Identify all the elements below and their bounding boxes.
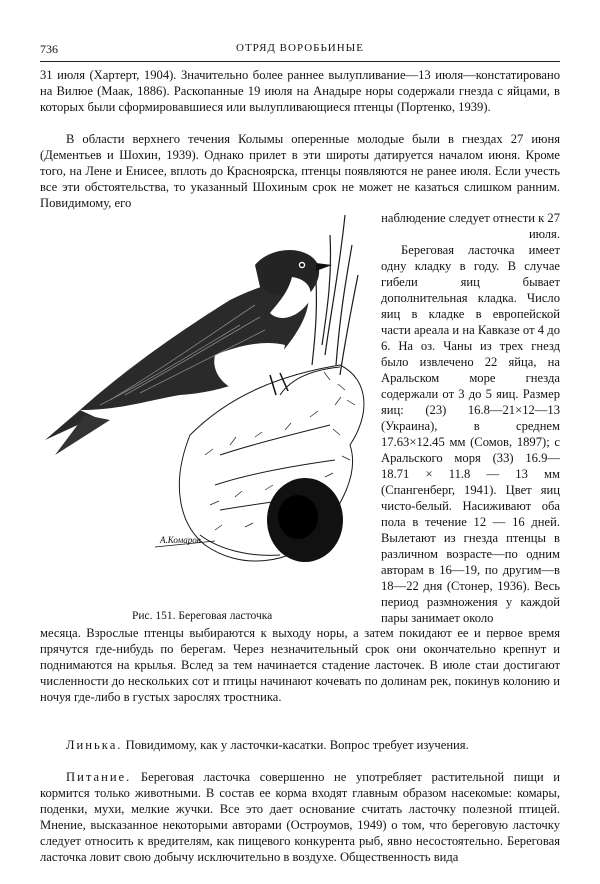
paragraph-kolyma-text: В области верхнего течения Колымы оперенные молодые были в гнездах 27 июня (Дементьев и Шохин, 1939). Однако прилет в эти широты датируется началом июня. Кроме того, на Лене и Енисее, вплоть до Красноярска, птенцы появляются не ранее июля. Если учесть все эти обстоятельства, то указанный Шохиным срок не может не казаться слишком ранним. Повидимому, его: [40, 132, 560, 210]
paragraph-kolyma-tail: наблюдение следует отнести к 27 июля.: [381, 211, 560, 241]
paragraph-kolyma: [40, 131, 560, 211]
bird-illustration: [40, 205, 375, 605]
paragraph-clutch-text: Береговая ласточка имеет одну кладку в году. В случае гибели яиц бывает дополнительная кладка. Число яиц в кладке в европейской части ареала и на Кавказе от 4 до 6. На оз. Чаны из трех гнезд было извлечено 22 яйца, на Аральском море гнезда содержали от 3 до 5 яиц. Размер яиц: (23) 16.8—21×12—13 (Украина), в среднем 17.63×12.45 мм (Сомов, 1897); с Аральского моря (33) 16.9—18.71 × 11.8 — 13 мм (Спангенберг, 1941). Цвет яиц чисто-белый. Насиживают оба пола в течение 12 — 16 дней. Вылетают из гнезда птенцы в различном возрасте—по одним авторам в 16—19, по другим—в 18—22 дня (Стонер, 1936). Весь период размножения у каждой пары занимает около: [381, 243, 560, 625]
header-rule: [40, 61, 560, 62]
paragraph-feeding: [40, 769, 560, 865]
section-lead-feeding: Питание.: [66, 770, 132, 784]
section-lead-molt: Линька.: [66, 738, 123, 752]
figure-caption: Рис. 151. Береговая ласточка: [132, 610, 273, 622]
page-header: [40, 40, 560, 58]
paragraph-feeding-text: Береговая ласточка совершенно не употребляет растительной пищи и кормится только животными. В состав ее корма входят главным образом насекомые: комары, поденки, мухи, мелкие жучки. Все это дает основание считать ласточку полезной птицей. Мнение, высказанное некоторыми авторами (Остроумов, 1949) о том, что береговую ласточку следует относить к вредителям, как пищевого конкурента рыб, явно несостоятельно. Береговая ласточка ловит свою добычу исключительно в воздухе. Общественность вида: [40, 770, 560, 864]
paragraph-molt: [40, 737, 560, 753]
paragraph-clutch: [381, 242, 560, 626]
figure-sand-martin: [40, 205, 375, 605]
paragraph-molt-text: Повидимому, как у ласточки-касатки. Вопрос требует изучения.: [125, 738, 469, 752]
paragraph-hatching-dates: 31 июля (Хартерт, 1904). Значительно более раннее вылупливание—13 июля—констатировано на Вилюе (Маак, 1886). Раскопанные 19 июля на Анадыре норы содержали гнезда с яйцами, в которых были сформировавшиеся или вылупливающиеся птенцы (Портенко, 1939).: [40, 68, 560, 114]
page-number: 736: [40, 42, 58, 56]
illustrator-signature: А.Комаров: [160, 535, 201, 545]
running-title: ОТРЯД ВОРОБЬИНЫЕ: [236, 42, 364, 54]
paragraph-fledging: месяца. Взрослые птенцы выбираются к выходу норы, а затем покидают ее и первое время прячутся где-нибудь по берегам. Через незначительный срок они окончательно крепнут и поднимаются на крылья. Вслед за тем начинается стадение ласточек. В июле стаи достигают численности до нескольких сот и птицы начинают кочевать по долинам рек, покинув колонию и ночуя где-либо в густых зарослях тростника.: [40, 626, 560, 704]
